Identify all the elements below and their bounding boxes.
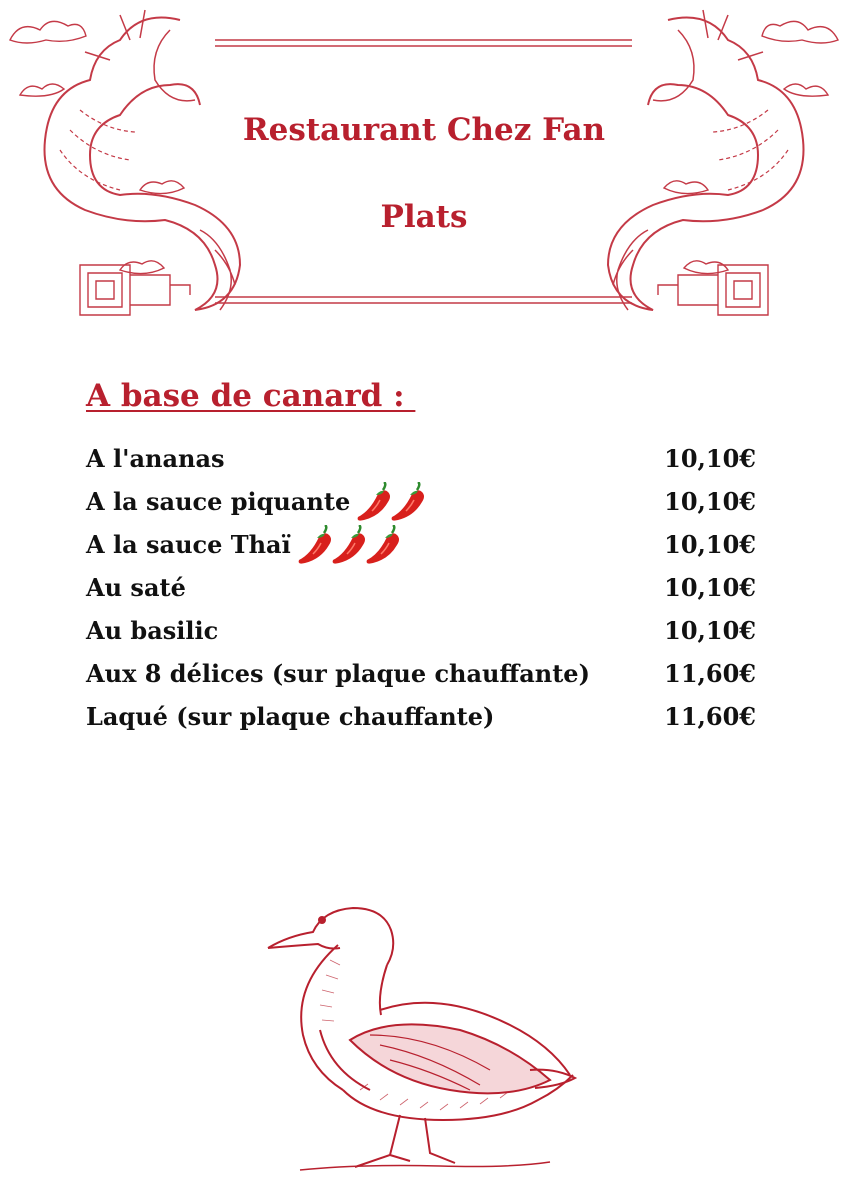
chili-pepper-icon (365, 525, 401, 565)
menu-item (86, 566, 756, 609)
spice-indicator (358, 482, 426, 522)
menu-item (86, 695, 756, 738)
duck-icon (260, 890, 590, 1180)
menu-item (86, 437, 756, 480)
menu-item-name: Au saté (86, 573, 186, 602)
restaurant-name: Restaurant Chez Fan (242, 112, 606, 148)
section-heading: A base de canard : (86, 378, 416, 414)
menu-item-price: 11,60€ (664, 702, 756, 731)
menu-item (86, 652, 756, 695)
chili-pepper-icon (331, 525, 367, 565)
chili-pepper-icon (390, 482, 426, 522)
menu-item-name: Aux 8 délices (sur plaque chauffante) (86, 659, 590, 688)
menu-item (86, 523, 756, 566)
menu-item-name: A la sauce piquante (86, 487, 351, 516)
menu-item-price: 10,10€ (664, 444, 756, 473)
menu-item (86, 609, 756, 652)
spice-indicator (299, 525, 401, 565)
chili-pepper-icon (297, 525, 333, 565)
menu-item-name: A l'ananas (86, 444, 225, 473)
page-title: Plats (380, 199, 468, 235)
menu-item-name: Au basilic (86, 616, 219, 645)
dragon-icon (45, 10, 241, 310)
menu-item-price: 11,60€ (664, 659, 756, 688)
menu-item-price: 10,10€ (664, 487, 756, 516)
menu-list (86, 437, 756, 738)
menu-item-name: A la sauce Thaï (86, 530, 291, 559)
header-dragon-frame (0, 0, 848, 330)
chili-pepper-icon (356, 482, 392, 522)
menu-item-price: 10,10€ (664, 616, 756, 645)
menu-item-price: 10,10€ (664, 573, 756, 602)
dragon-icon (608, 10, 804, 310)
menu-item-name: Laqué (sur plaque chauffante) (86, 702, 495, 731)
menu-item (86, 480, 756, 523)
menu-item-price: 10,10€ (664, 530, 756, 559)
